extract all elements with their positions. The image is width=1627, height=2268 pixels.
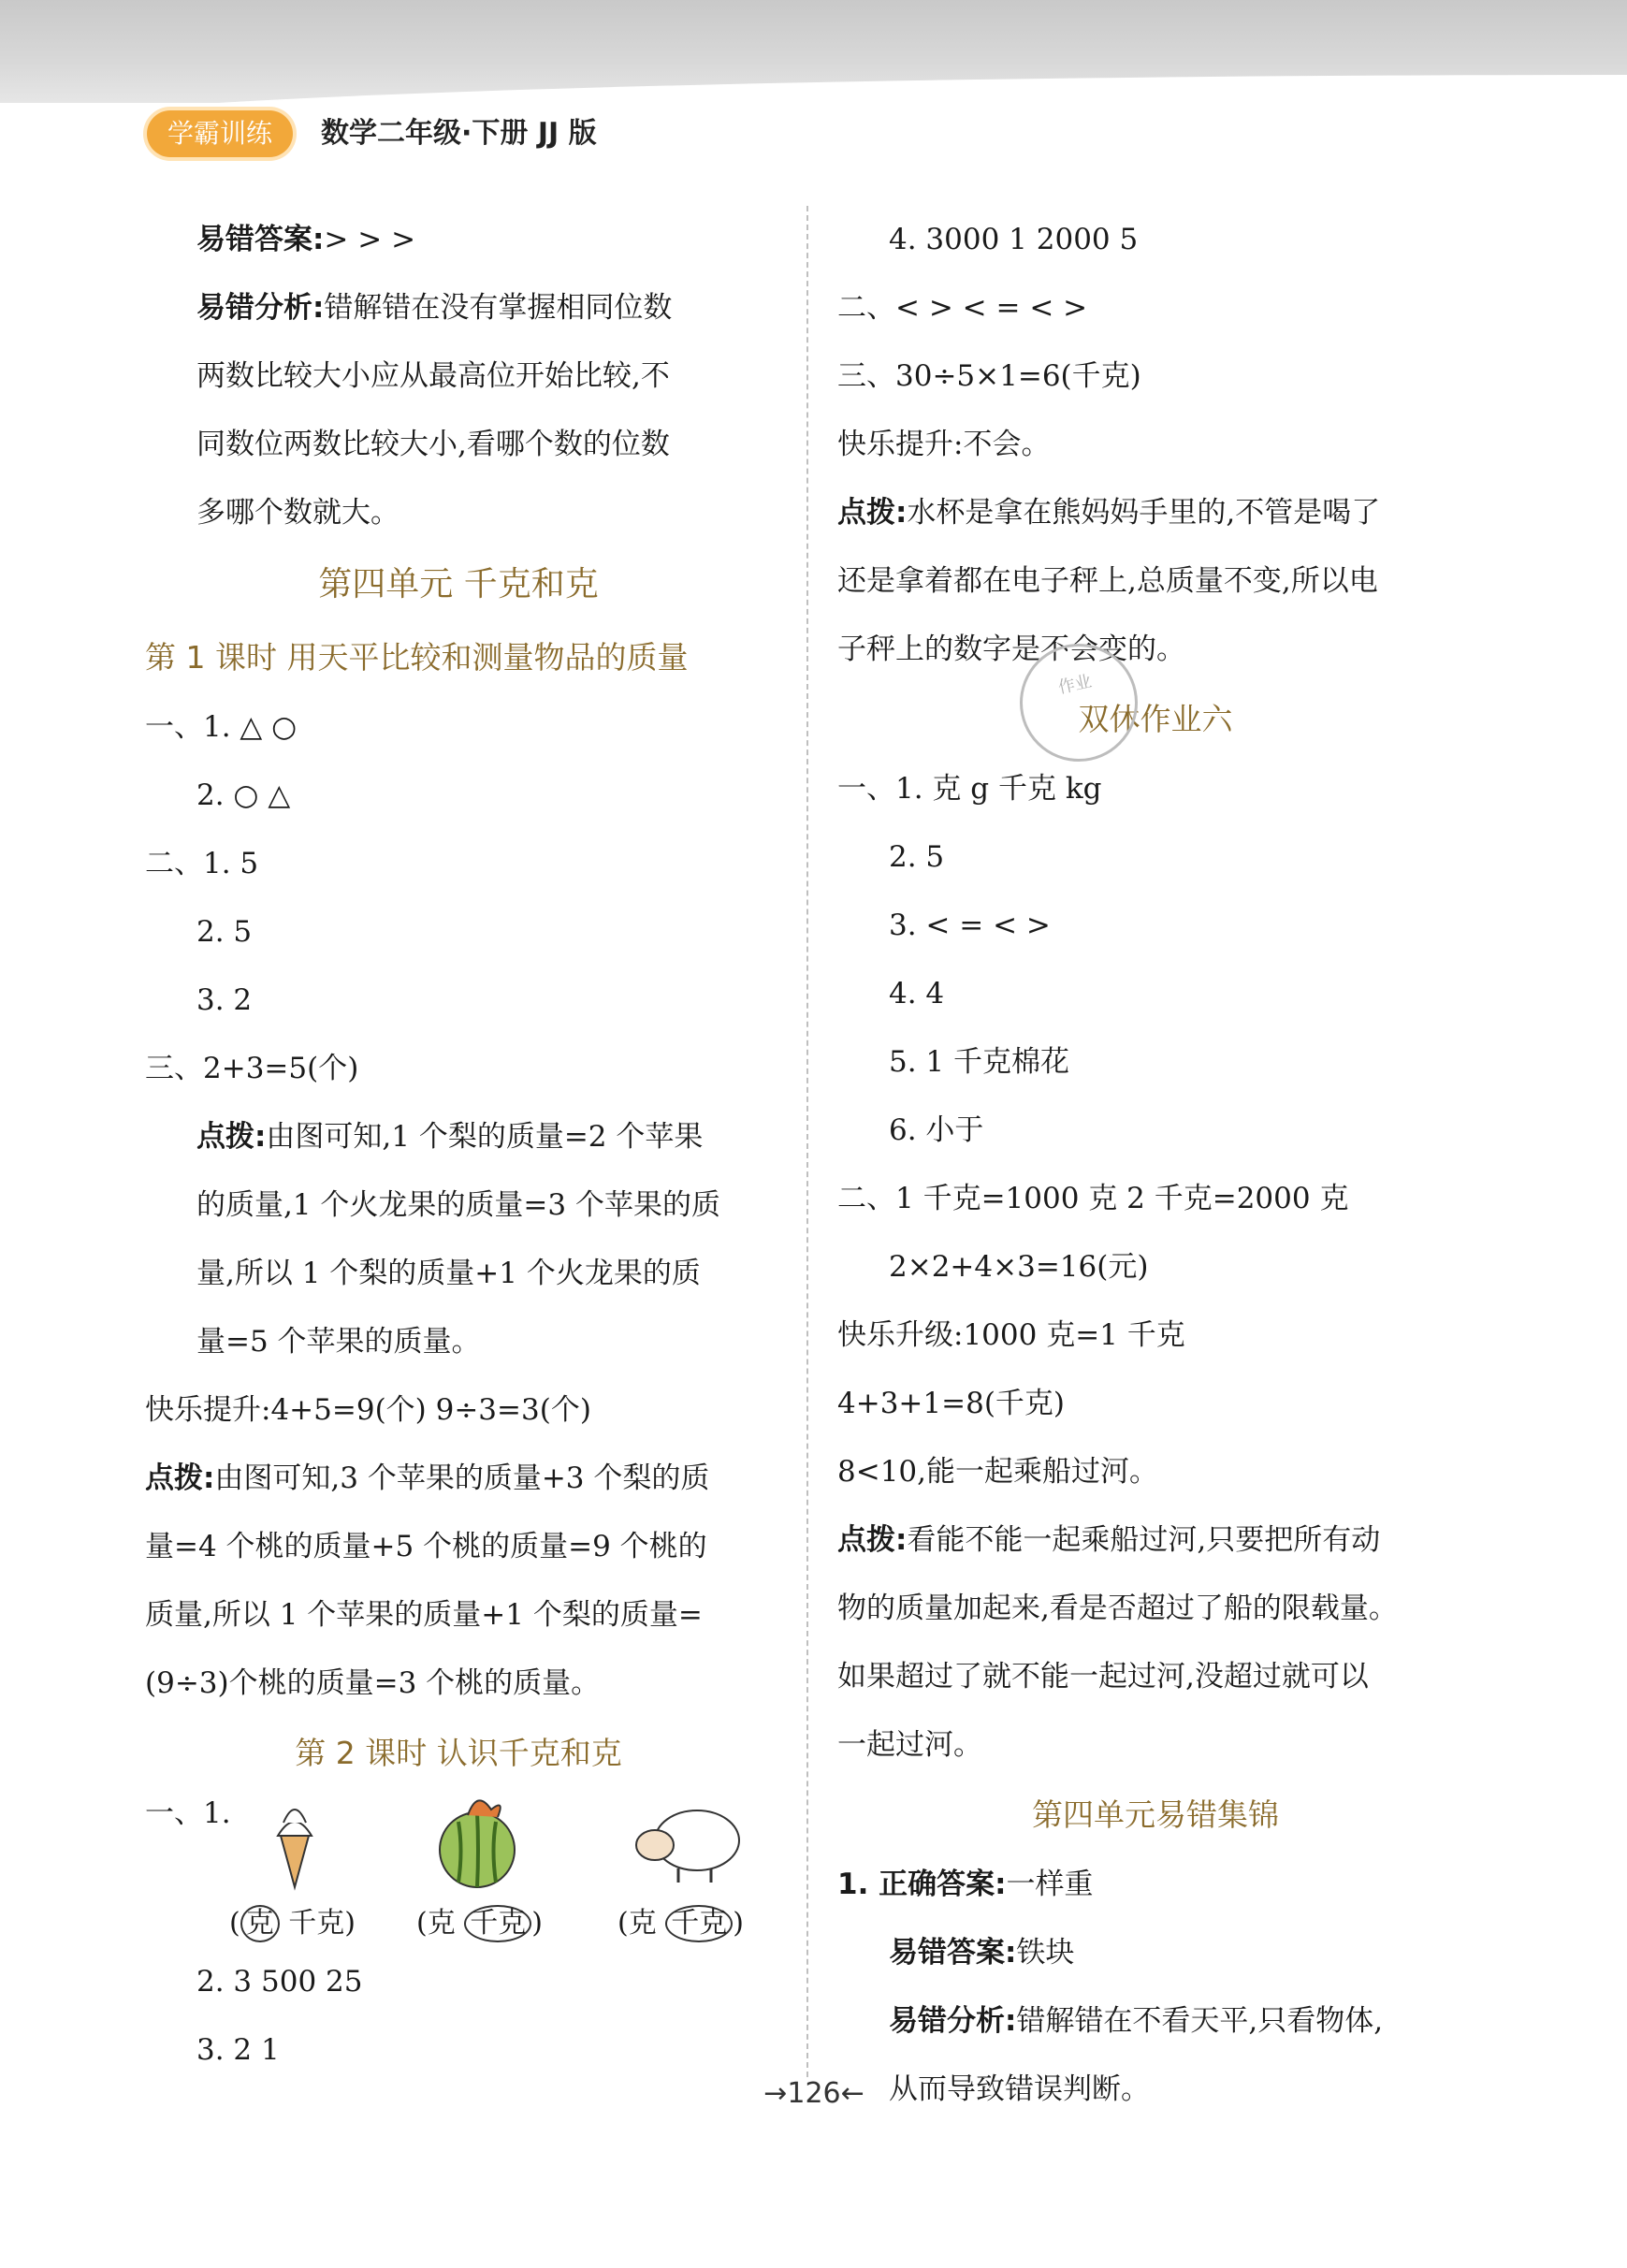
l1-tip2-line-3: 质量,所以 1 个苹果的质量+1 个梨的质量=: [145, 1598, 703, 1632]
w-line-7: 二、1 千克=1000 克 2 千克=2000 克: [837, 1182, 1349, 1215]
error-answer-value: 铁块: [1016, 1936, 1075, 1970]
r-line-1: 4. 3000 1 2000 5: [889, 223, 1139, 256]
error-analysis-line-4: 多哪个数就大。: [196, 496, 399, 530]
sheep-icon: [627, 1789, 748, 1892]
choice-sheep: (克 千克 ): [617, 1899, 744, 1942]
circled-choice: 千克: [665, 1905, 733, 1942]
error-analysis-text: 错解错在没有掌握相同位数: [324, 291, 673, 325]
w-line-1: 一、1. 克 g 千克 kg: [837, 772, 1102, 806]
page-number: →126←: [763, 2077, 864, 2110]
tip-text: 看能不能一起乘船过河,只要把所有动: [907, 1523, 1381, 1557]
w-line-8: 2×2+4×3=16(元): [889, 1250, 1149, 1284]
watermelon-icon: [421, 1789, 533, 1892]
l1-q2-3: 3. 2: [196, 983, 253, 1017]
w-line-3: 3. < = < >: [889, 909, 1051, 942]
choice-option: 克: [628, 1907, 657, 1940]
error-analysis-line-1: [145, 274, 772, 342]
tip-text: 由图可知,1 个梨的质量=2 个苹果: [266, 1120, 704, 1154]
w-line-10: 4+3+1=8(千克): [837, 1387, 1066, 1420]
unit-title: 第四单元 千克和克: [318, 565, 599, 603]
w-line-5: 5. 1 千克棉花: [889, 1045, 1070, 1079]
stamp-text: 作业: [1056, 671, 1094, 698]
tip-label: 点拨:: [837, 1523, 908, 1557]
error-answer-label: 易错答案:: [196, 223, 325, 256]
header-badge: 学霸训练: [147, 110, 293, 157]
w-tip-line-3: 如果超过了就不能一起过河,没超过就可以: [837, 1660, 1369, 1694]
error-analysis-text: 错解错在不看天平,只看物体,: [1016, 2004, 1384, 2038]
right-column: [837, 206, 1474, 2124]
tip-label: 点拨:: [837, 496, 908, 530]
l1-q2-1: 二、1. 5: [145, 847, 259, 880]
header-title: 数学二年级·下册 JJ 版: [321, 117, 597, 150]
e-line-2: [837, 1919, 1474, 1987]
w-line-6: 6. 小于: [889, 1113, 984, 1147]
choice-watermelon: (克 千克 ): [416, 1899, 543, 1942]
l1-tip-line-1: [145, 1103, 772, 1171]
l1-tip2-line-4: (9÷3)个桃的质量=3 个桃的质量。: [145, 1666, 601, 1700]
error-analysis-line-3: 同数位两数比较大小,看哪个数的位数: [196, 428, 670, 461]
column-divider: [806, 206, 808, 2077]
w-tip-line-1: [837, 1506, 1474, 1575]
l2-q1-label: 一、1.: [145, 1796, 231, 1830]
tip-label: 点拨:: [196, 1120, 267, 1154]
r-tip-line-1: [837, 479, 1474, 547]
w-line-4: 4. 4: [889, 977, 945, 1010]
l2-q1-3: 3. 2 1: [196, 2033, 280, 2067]
w-line-9: 快乐升级:1000 克=1 千克: [837, 1318, 1185, 1352]
l1-tip-line-3: 量,所以 1 个梨的质量+1 个火龙果的质: [196, 1257, 701, 1290]
w-tip-line-2: 物的质量加起来,看是否超过了船的限载量。: [837, 1592, 1398, 1625]
w-line-11: 8<10,能一起乘船过河。: [837, 1455, 1158, 1489]
e-line-1: [837, 1851, 1474, 1919]
l1-q3: 三、2+3=5(个): [145, 1052, 359, 1085]
tip-text: 由图可知,3 个苹果的质量+3 个梨的质: [214, 1461, 710, 1495]
error-analysis-line-2: 两数比较大小应从最高位开始比较,不: [196, 359, 670, 393]
w-line-2: 2. 5: [889, 840, 945, 874]
e-line-4: 从而导致错误判断。: [889, 2072, 1150, 2106]
r-tip-line-3: 子秤上的数字是不会变的。: [837, 632, 1185, 666]
l2-q1-2: 2. 3 500 25: [196, 1965, 363, 1999]
circled-choice: 克: [240, 1905, 280, 1942]
l1-tip2-line-1: [145, 1445, 772, 1513]
weekend-title: 双休作业六: [1078, 701, 1233, 737]
r-line-3: 三、30÷5×1=6(千克): [837, 359, 1141, 393]
choice-ice-cream: ( 克 千克): [229, 1899, 356, 1942]
r-line-4: 快乐提升:不会。: [837, 428, 1051, 461]
error-analysis-label: 易错分析:: [196, 291, 325, 325]
l1-happy: 快乐提升:4+5=9(个) 9÷3=3(个): [145, 1393, 591, 1427]
l2-q1-row: [145, 1789, 772, 1948]
tip-label: 点拨:: [145, 1461, 215, 1495]
l1-tip-line-4: 量=5 个苹果的质量。: [196, 1325, 481, 1359]
choice-option: 克: [427, 1907, 456, 1940]
l1-tip2-line-2: 量=4 个桃的质量+5 个桃的质量=9 个桃的: [145, 1530, 707, 1563]
error-answer-value: > > >: [324, 223, 416, 256]
correct-answer-label: 1. 正确答案:: [837, 1868, 1007, 1901]
error-collection-title: 第四单元易错集锦: [1032, 1796, 1279, 1833]
l1-q1-1: 一、1. △ ○: [145, 710, 298, 744]
choice-option: 千克: [288, 1907, 345, 1940]
w-tip-line-4: 一起过河。: [837, 1728, 982, 1762]
l1-tip-line-2: 的质量,1 个火龙果的质量=3 个苹果的质: [196, 1188, 720, 1222]
r-line-2: 二、< > < = < >: [837, 291, 1088, 325]
correct-answer-value: 一样重: [1006, 1868, 1094, 1901]
e-line-3: [837, 1987, 1474, 2056]
r-tip-line-2: 还是拿着都在电子秤上,总质量不变,所以电: [837, 564, 1378, 598]
page-number-value: 126: [787, 2077, 841, 2110]
l1-q1-2: 2. ○ △: [196, 778, 291, 812]
lesson2-title: 第 2 课时 认识千克和克: [295, 1735, 622, 1771]
left-column: [145, 206, 772, 2085]
error-analysis-label: 易错分析:: [889, 2004, 1017, 2038]
tip-text: 水杯是拿在熊妈妈手里的,不管是喝了: [907, 496, 1381, 530]
ice-cream-icon: [267, 1789, 323, 1892]
l1-q2-2: 2. 5: [196, 915, 253, 949]
error-answer-label: 易错答案:: [889, 1936, 1017, 1970]
lesson1-title: 第 1 课时 用天平比较和测量物品的质量: [145, 639, 689, 676]
error-answer: [145, 206, 772, 274]
circled-choice: 千克: [464, 1905, 531, 1942]
